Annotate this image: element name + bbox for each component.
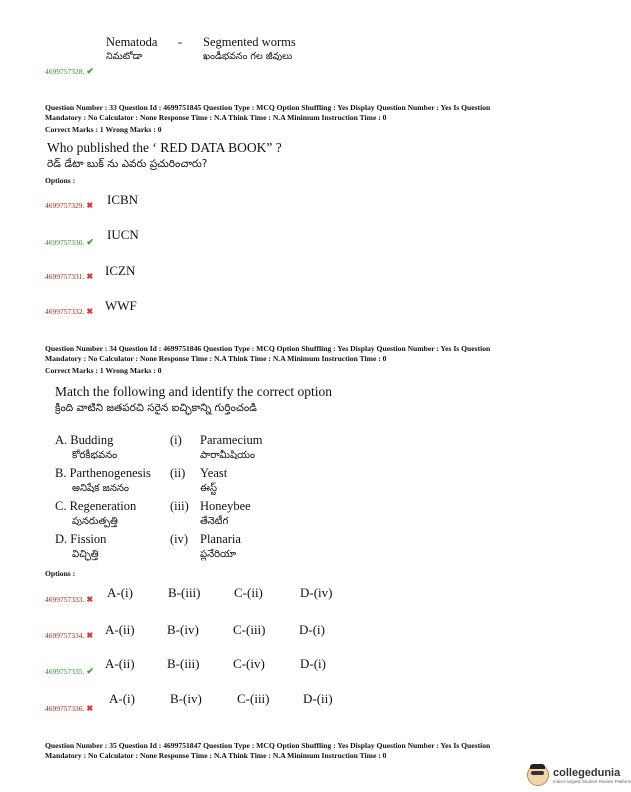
logo-tagline: India's largest Student Review Platform xyxy=(553,778,631,784)
wrong-cross-icon: ✖ xyxy=(86,201,94,210)
q34-meta-1: Question Number : 34 Question Id : 4699751846 Question Type : MCQ Option Shuffling : Yes Display Question Number : Yes Is Question xyxy=(45,344,491,353)
logo-text-block xyxy=(553,767,631,784)
match-left-c: C. Regeneration xyxy=(55,499,137,513)
wrong-cross-icon: ✖ xyxy=(86,631,94,640)
pair-right-en: Segmented worms xyxy=(203,35,296,49)
q33-question-en: Who published the ‘ RED DATA BOOK” ? xyxy=(47,140,282,155)
wrong-cross-icon: ✖ xyxy=(86,704,94,713)
q34-option-4-b[interactable]: B-(iv) xyxy=(170,691,202,706)
match-left-a-te: కోరకీభవనం xyxy=(72,450,118,461)
correct-check-icon: ✔ xyxy=(86,237,94,247)
q34-option-4-c[interactable]: C-(iii) xyxy=(237,691,270,706)
q34-meta-2: Mandatory : No Calculator : None Response Time : N.A Think Time : N.A Minimum Instruction Time : 0 xyxy=(45,354,387,363)
match-num-ii: (ii) xyxy=(170,466,186,480)
option-id: 4699757332. xyxy=(45,307,85,316)
q34-marks: Correct Marks : 1 Wrong Marks : 0 xyxy=(45,366,162,375)
option-id: 4699757328. xyxy=(45,67,85,76)
pair-left-en: Nematoda xyxy=(106,35,158,49)
q33-option-2-id xyxy=(45,237,94,248)
q35-meta-2: Mandatory : No Calculator : None Response Time : N.A Think Time : N.A Minimum Instruction Time : 0 xyxy=(45,751,387,760)
q34-option-3-c[interactable]: C-(iv) xyxy=(233,656,265,671)
match-left-b: B. Parthenogenesis xyxy=(55,466,151,480)
q34-option-1-id xyxy=(45,595,93,604)
logo-name: collegedunia xyxy=(553,766,621,779)
option-id: 4699757335. xyxy=(45,667,85,676)
mascot-icon xyxy=(527,764,549,786)
q34-option-3-d[interactable]: D-(i) xyxy=(300,656,326,671)
correct-check-icon: ✔ xyxy=(86,666,94,676)
q35-meta-1: Question Number : 35 Question Id : 4699751847 Question Type : MCQ Option Shuffling : Yes Display Question Number : Yes Is Question xyxy=(45,741,491,750)
q34-option-1-b[interactable]: B-(iii) xyxy=(168,585,201,600)
match-num-iv: (iv) xyxy=(170,532,189,546)
wrong-cross-icon: ✖ xyxy=(86,595,94,604)
match-right-iii: Honeybee xyxy=(200,499,251,513)
match-left-c-te: పునరుత్పత్తి xyxy=(72,516,118,527)
option-id: 4699757334. xyxy=(45,631,85,640)
pair-dash: - xyxy=(178,35,183,49)
match-right-iii-te: తేనెటీగ xyxy=(200,516,229,527)
q34-option-4-a[interactable]: A-(i) xyxy=(109,691,135,706)
q34-option-1-d[interactable]: D-(iv) xyxy=(300,585,333,600)
q34-option-3-b[interactable]: B-(iii) xyxy=(167,656,200,671)
q34-option-1-a[interactable]: A-(i) xyxy=(107,585,133,600)
prev-option-id xyxy=(45,66,94,77)
q33-option-3-id xyxy=(45,272,93,281)
q33-meta-1: Question Number : 33 Question Id : 4699751845 Question Type : MCQ Option Shuffling : Yes Display Question Number : Yes Is Question xyxy=(45,103,491,112)
q34-option-4-d[interactable]: D-(ii) xyxy=(303,691,333,706)
q34-option-3-id xyxy=(45,666,94,677)
correct-check-icon: ✔ xyxy=(86,66,94,76)
match-left-d-te: విచ్ఛిత్తి xyxy=(72,549,99,560)
match-left-b-te: అనిషేక జననం xyxy=(72,483,129,494)
q33-option-4[interactable]: WWF xyxy=(105,298,137,313)
match-left-a: A. Budding xyxy=(55,433,114,447)
match-right-iv-te: ప్లనేరియా xyxy=(200,549,237,560)
q33-options-label: Options : xyxy=(45,176,76,185)
q33-option-1-id xyxy=(45,201,93,210)
match-num-i: (i) xyxy=(170,433,182,447)
q34-option-2-d[interactable]: D-(i) xyxy=(299,622,325,637)
option-id: 4699757330. xyxy=(45,238,85,247)
q33-option-1[interactable]: ICBN xyxy=(107,192,139,207)
match-right-ii-te: ఈస్ట్ xyxy=(200,483,217,494)
q34-options-label: Options : xyxy=(45,569,76,578)
option-id: 4699757336. xyxy=(45,704,85,713)
q34-option-2-a[interactable]: A-(ii) xyxy=(105,622,135,637)
match-left-d: D. Fission xyxy=(55,532,107,546)
q34-option-2-b[interactable]: B-(iv) xyxy=(167,622,199,637)
q34-option-3-a[interactable]: A-(ii) xyxy=(105,656,135,671)
q34-option-2-c[interactable]: C-(iii) xyxy=(233,622,266,637)
q34-question-en: Match the following and identify the correct option xyxy=(55,384,333,399)
match-num-iii: (iii) xyxy=(170,499,189,513)
q33-option-3[interactable]: ICZN xyxy=(105,263,136,278)
wrong-cross-icon: ✖ xyxy=(86,272,94,281)
option-id: 4699757329. xyxy=(45,201,85,210)
q34-option-2-id xyxy=(45,631,93,640)
match-right-i-te: పారామీషియం xyxy=(200,450,256,461)
match-right-ii: Yeast xyxy=(200,466,228,480)
match-right-iv: Planaria xyxy=(200,532,241,546)
option-id: 4699757331. xyxy=(45,272,85,281)
q33-option-4-id xyxy=(45,307,93,316)
pair-left-te: నిమటోడా xyxy=(106,51,143,62)
q33-question-te: రెడ్ డేటా బుక్ ను ఎవరు ప్రచురించారు? xyxy=(47,158,208,170)
q34-option-1-c[interactable]: C-(ii) xyxy=(234,585,263,600)
q34-option-4-id xyxy=(45,704,93,713)
wrong-cross-icon: ✖ xyxy=(86,307,94,316)
q34-question-te: క్రింది వాటిని జతపరచి సరైన ఐచ్ఛికాన్ని గుర్తించండి xyxy=(55,402,257,414)
q33-meta-2: Mandatory : No Calculator : None Response Time : N.A Think Time : N.A Minimum Instruction Time : 0 xyxy=(45,113,387,122)
collegedunia-logo xyxy=(527,764,631,786)
match-right-i: Paramecium xyxy=(200,433,263,447)
pair-right-te: ఖండీభవనం గల జీవులు xyxy=(203,51,293,62)
option-id: 4699757333. xyxy=(45,595,85,604)
q33-marks: Correct Marks : 1 Wrong Marks : 0 xyxy=(45,125,162,134)
q33-option-2[interactable]: IUCN xyxy=(107,227,139,242)
